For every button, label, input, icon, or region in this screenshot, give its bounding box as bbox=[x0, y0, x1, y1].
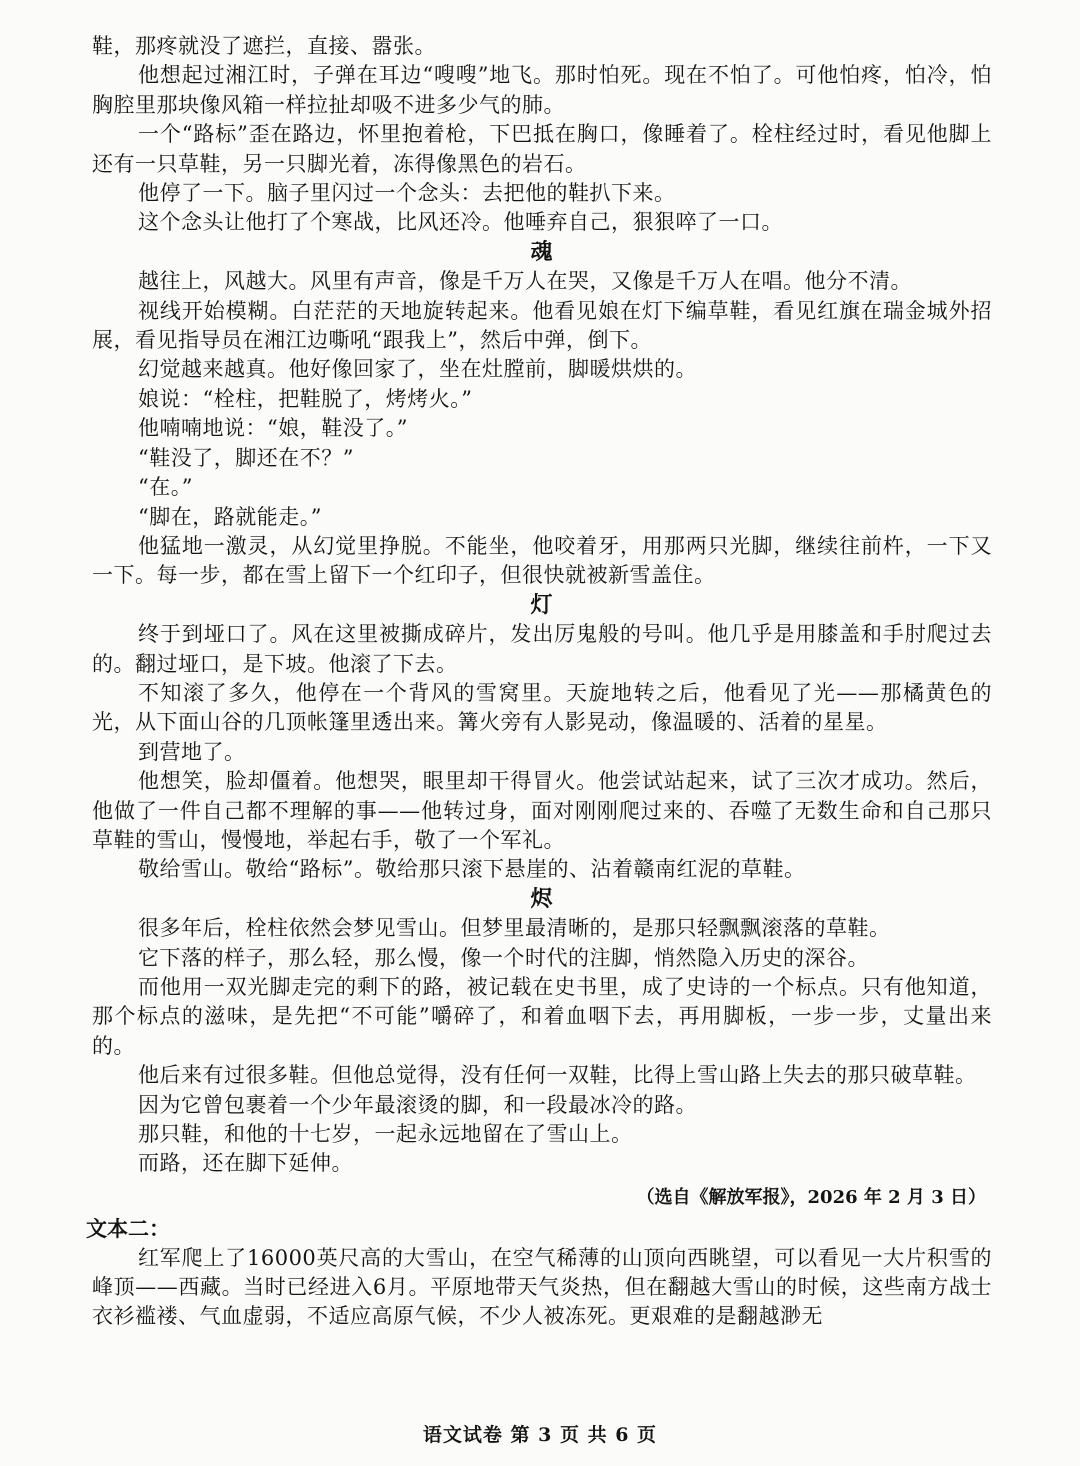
paragraph: 红军爬上了16000英尺高的大雪山，在空气稀薄的山顶向西眺望，可以看见一大片积雪的峰顶——西藏。当时已经进入6月。平原地带天气炎热，但在翻越大雪山的时候，这些南方战士衣衫褴褛、气血虚弱，不适应高原气候，不少人被冻死。更艰难的是翻越渺无 bbox=[92, 1245, 992, 1329]
paragraph: “脚在，路就能走。” bbox=[138, 504, 322, 529]
source-citation: （选自《解放军报》，2026 年 2 月 3 日） bbox=[636, 1186, 986, 1208]
paragraph: 到营地了。 bbox=[138, 739, 246, 764]
paragraph: 他想笑，脸却僵着。他想哭，眼里却干得冒火。他尝试站起来，试了三次才成功。然后，他做了一件自己都不理解的事——他转过身，面对刚刚爬过来的、吞噬了无数生命和自己那只草鞋的雪山，慢慢地，举起右手，敬了一个军礼。 bbox=[92, 769, 992, 852]
paragraph: 视线开始模糊。白茫茫的天地旋转起来。他看见娘在灯下编草鞋，看见红旗在瑞金城外招展，看见指导员在湘江边嘶吼“跟我上”，然后中弹，倒下。 bbox=[92, 298, 992, 353]
paragraph: 他想起过湘江时，子弹在耳边“嗖嗖”地飞。那时怕死。现在不怕了。可他怕疼，怕冷，怕胸腔里那块像风箱一样拉扯却吸不进多少气的肺。 bbox=[92, 63, 992, 117]
text-two-label: 文本二： bbox=[86, 1216, 170, 1242]
paragraph: 他猛地一激灵，从幻觉里挣脱。不能坐，他咬着牙，用那两只光脚，继续往前杵，一下又一下。每一步，都在雪上留下一个红印子，但很快就被新雪盖住。 bbox=[92, 533, 992, 588]
paragraph: 鞋，那疼就没了遮拦，直接、嚣张。 bbox=[92, 34, 436, 58]
paragraph: “在。” bbox=[138, 475, 193, 500]
story-section-hun bbox=[92, 267, 992, 590]
section-heading-deng: 灯 bbox=[530, 591, 554, 618]
section-heading-hun: 魂 bbox=[530, 238, 554, 265]
paragraph: 很多年后，栓柱依然会梦见雪山。但梦里最清晰的，是那只轻飘飘滚落的草鞋。 bbox=[138, 916, 891, 941]
paragraph: 这个念头让他打了个寒战，比风还冷。他唾弃自己，狠狠啐了一口。 bbox=[138, 210, 783, 235]
paragraph: 他喃喃地说：“娘，鞋没了。” bbox=[138, 416, 408, 441]
paragraph: 越往上，风越大。风里有声音，像是千万人在哭，又像是千万人在唱。他分不清。 bbox=[138, 269, 912, 294]
story-section-opening bbox=[92, 32, 992, 238]
story-section-deng bbox=[92, 620, 992, 885]
paragraph: 娘说：“栓柱，把鞋脱了，烤烤火。” bbox=[138, 386, 473, 411]
paragraph: 它下落的样子，那么轻，那么慢，像一个时代的注脚，悄然隐入历史的深谷。 bbox=[138, 945, 869, 970]
paragraph: 不知滚了多久，他停在一个背风的雪窝里。天旋地转之后，他看见了光——那橘黄色的光，从下面山谷的几顶帐篷里透出来。篝火旁有人影晃动，像温暖的、活着的星星。 bbox=[92, 680, 992, 735]
paragraph: 他停了一下。脑子里闪过一个念头：去把他的鞋扒下来。 bbox=[138, 181, 676, 206]
paragraph: 幻觉越来越真。他好像回家了，坐在灶膛前，脚暖烘烘的。 bbox=[138, 357, 697, 382]
section-heading-jin: 烬 bbox=[530, 885, 554, 912]
paragraph: 他后来有过很多鞋。但他总觉得，没有任何一双鞋，比得上雪山路上失去的那只破草鞋。 bbox=[138, 1063, 977, 1088]
story-section-jin bbox=[92, 914, 992, 1179]
paragraph: “鞋没了，脚还在不？” bbox=[138, 445, 354, 470]
page-footer: 语文试卷 第 3 页 共 6 页 bbox=[422, 1424, 658, 1446]
exam-page-body bbox=[86, 32, 992, 1332]
paragraph: 因为它曾包裹着一个少年最滚烫的脚，和一段最冰冷的路。 bbox=[138, 1092, 697, 1117]
text-two-body bbox=[92, 1244, 992, 1332]
paragraph: 那只鞋，和他的十七岁，一起永远地留在了雪山上。 bbox=[138, 1122, 633, 1147]
paragraph: 一个“路标”歪在路边，怀里抱着枪，下巴抵在胸口，像睡着了。栓柱经过时，看见他脚上还有一只草鞋，另一只脚光着，冻得像黑色的岩石。 bbox=[92, 122, 992, 176]
paragraph: 而他用一双光脚走完的剩下的路，被记载在史书里，成了史诗的一个标点。只有他知道，那个标点的滋味，是先把“不可能”嚼碎了，和着血咽下去，再用脚板，一步一步，丈量出来的。 bbox=[92, 975, 992, 1058]
paragraph: 终于到垭口了。风在这里被撕成碎片，发出厉鬼般的号叫。他几乎是用膝盖和手肘爬过去的。翻过垭口，是下坡。他滚了下去。 bbox=[92, 622, 992, 676]
paragraph: 敬给雪山。敬给“路标”。敬给那只滚下悬崖的、沾着赣南红泥的草鞋。 bbox=[138, 857, 806, 882]
paragraph: 而路，还在脚下延伸。 bbox=[138, 1151, 353, 1176]
